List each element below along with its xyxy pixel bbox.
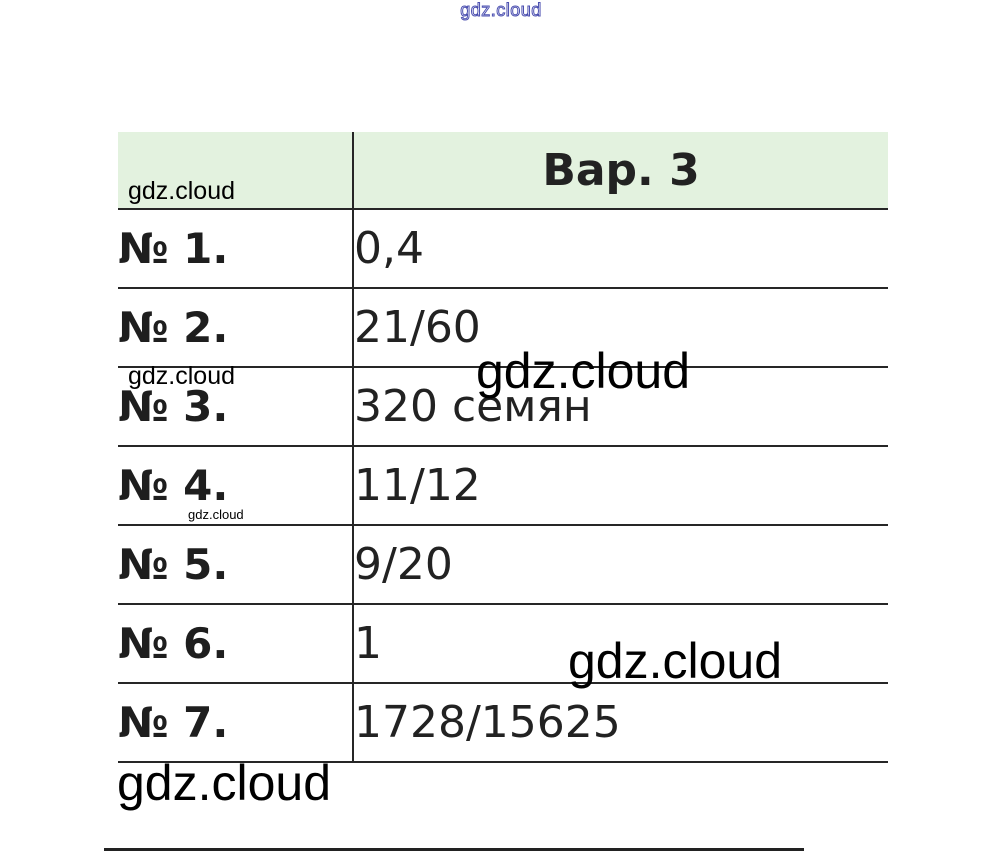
task-answer: 11/12 bbox=[353, 446, 888, 525]
table-row bbox=[118, 683, 888, 762]
bottom-divider bbox=[104, 848, 804, 851]
table-row bbox=[118, 209, 888, 288]
watermark-small: gdz.cloud bbox=[128, 177, 236, 205]
task-number: № 7. bbox=[118, 683, 353, 762]
watermark-large: gdz.cloud bbox=[568, 633, 783, 689]
watermark-large: gdz.cloud bbox=[476, 343, 691, 399]
task-answer: 1728/15625 bbox=[353, 683, 888, 762]
task-answer: 0,4 bbox=[353, 209, 888, 288]
top-watermark: gdz.cloud bbox=[460, 0, 542, 20]
task-answer: 9/20 bbox=[353, 525, 888, 604]
task-number: № 1. bbox=[118, 209, 353, 288]
watermark-tiny: gdz.cloud bbox=[188, 507, 244, 522]
task-answer: 320 семян bbox=[353, 367, 888, 446]
task-number: № 2. bbox=[118, 288, 353, 367]
task-number: № 6. bbox=[118, 604, 353, 683]
task-number: № 3. bbox=[118, 367, 353, 446]
task-answer: 1 bbox=[353, 604, 888, 683]
variant-column-header: Вар. 3 bbox=[353, 132, 888, 209]
task-number: № 4. bbox=[118, 446, 353, 525]
task-answer: 21/60 bbox=[353, 288, 888, 367]
watermark-small: gdz.cloud bbox=[128, 362, 236, 390]
task-number: № 5. bbox=[118, 525, 353, 604]
watermark-large: gdz.cloud bbox=[117, 755, 332, 811]
table-row bbox=[118, 525, 888, 604]
